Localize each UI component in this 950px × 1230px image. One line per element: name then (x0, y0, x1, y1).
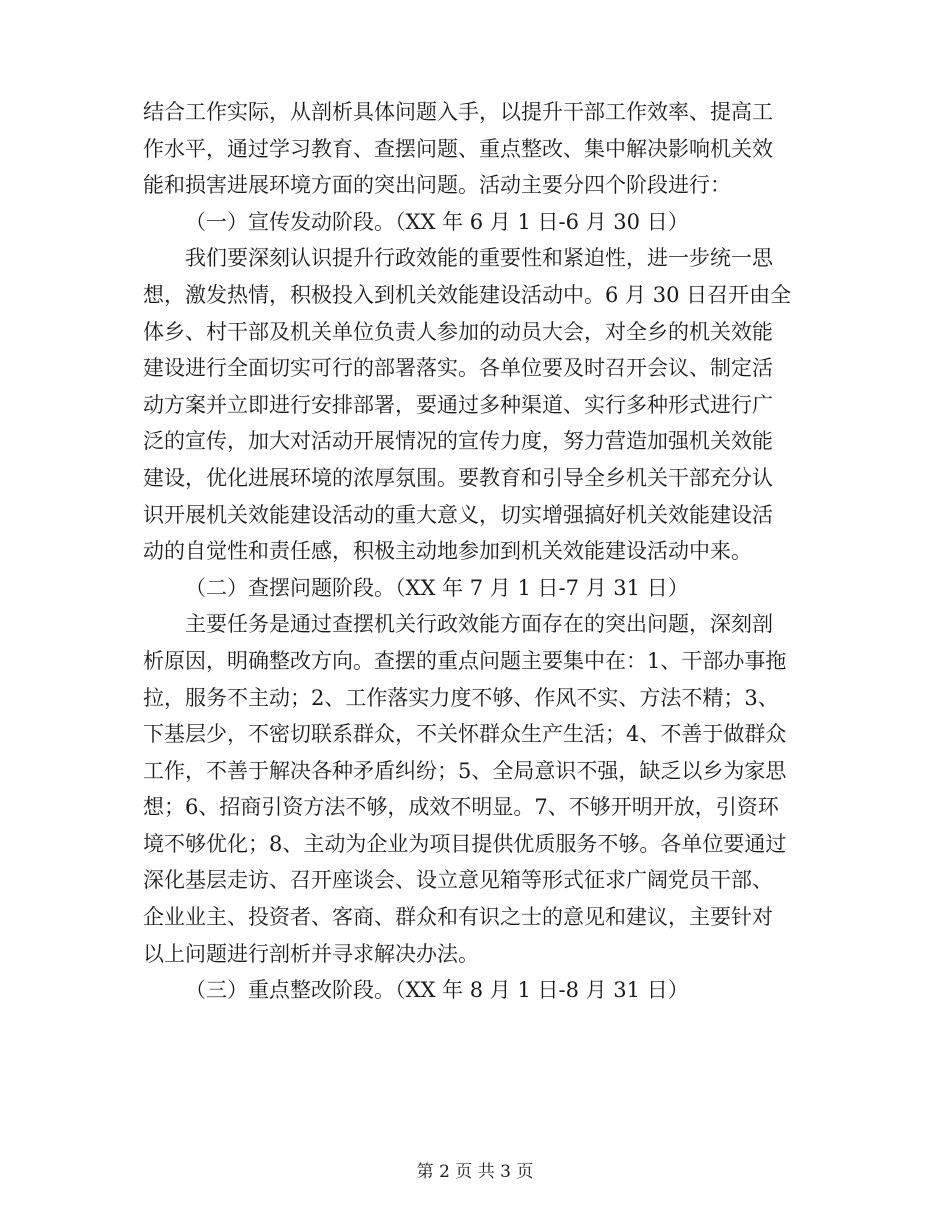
text-line: 结合工作实际，从剖析具体问题入手，以提升干部工作效率、提高工 (143, 100, 773, 124)
text-line: 我们要深刻认识提升行政效能的重要性和紧迫性，进一步统一思 (185, 246, 773, 271)
text-line: 体乡、村干部及机关单位负责人参加的动员大会，对全乡的机关效能 (143, 319, 773, 344)
text-line: 拉，服务不主动；2、工作落实力度不够、作风不实、方法不精；3、 (143, 685, 779, 710)
text-line: （三）重点整改阶段。（XX 年 8 月 1 日-8 月 31 日） (185, 978, 689, 1003)
text-line: 识开展机关效能建设活动的重大意义，切实增强搞好机关效能建设活 (143, 502, 773, 527)
text-line: 想；6、招商引资方法不够，成效不明显。7、不够开明开放，引资环 (143, 795, 779, 820)
text-line: 下基层少，不密切联系群众，不关怀群众生产生活；4、不善于做群众 (143, 722, 787, 747)
text-line: 动的自觉性和责任感，积极主动地参加到机关效能建设活动中来。 (143, 539, 752, 564)
text-line: 作水平，通过学习教育、查摆问题、重点整改、集中解决影响机关效 (143, 136, 773, 161)
text-line: 深化基层走访、召开座谈会、设立意见箱等形式征求广阔党员干部、 (143, 868, 773, 893)
text-line: 泛的宣传，加大对活动开展情况的宣传力度，努力营造加强机关效能 (143, 429, 773, 454)
page-number-footer: 第 2 页 共 3 页 (416, 1162, 534, 1182)
text-line: 想，激发热情，积极投入到机关效能建设活动中。6 月 30 日召开由全 (143, 282, 792, 307)
document-body (143, 94, 803, 1009)
text-line: 工作，不善于解决各种矛盾纠纷；5、全局意识不强，缺乏以乡为家思 (143, 758, 787, 783)
text-line: 以上问题进行剖析并寻求解决办法。 (143, 941, 479, 966)
text-line: 主要任务是通过查摆机关行政效能方面存在的突出问题，深刻剖 (185, 612, 773, 637)
text-line: 境不够优化；8、主动为企业为项目提供优质服务不够。各单位要通过 (143, 831, 787, 856)
text-line: 建设进行全面切实可行的部署落实。各单位要及时召开会议、制定活 (143, 356, 773, 381)
text-line: 能和损害进展环境方面的突出问题。活动主要分四个阶段进行： (143, 173, 731, 198)
text-line: （一）宣传发动阶段。（XX 年 6 月 1 日-6 月 30 日） (185, 209, 689, 234)
text-line: （二）查摆问题阶段。（XX 年 7 月 1 日-7 月 31 日） (185, 575, 689, 600)
text-line: 企业业主、投资者、客商、群众和有识之士的意见和建议，主要针对 (143, 905, 773, 930)
text-line: 动方案并立即进行安排部署，要通过多种渠道、实行多种形式进行广 (143, 392, 773, 417)
text-line: 建设，优化进展环境的浓厚氛围。要教育和引导全乡机关干部充分认 (143, 465, 773, 490)
text-line: 析原因，明确整改方向。查摆的重点问题主要集中在：1、干部办事拖 (143, 648, 787, 673)
